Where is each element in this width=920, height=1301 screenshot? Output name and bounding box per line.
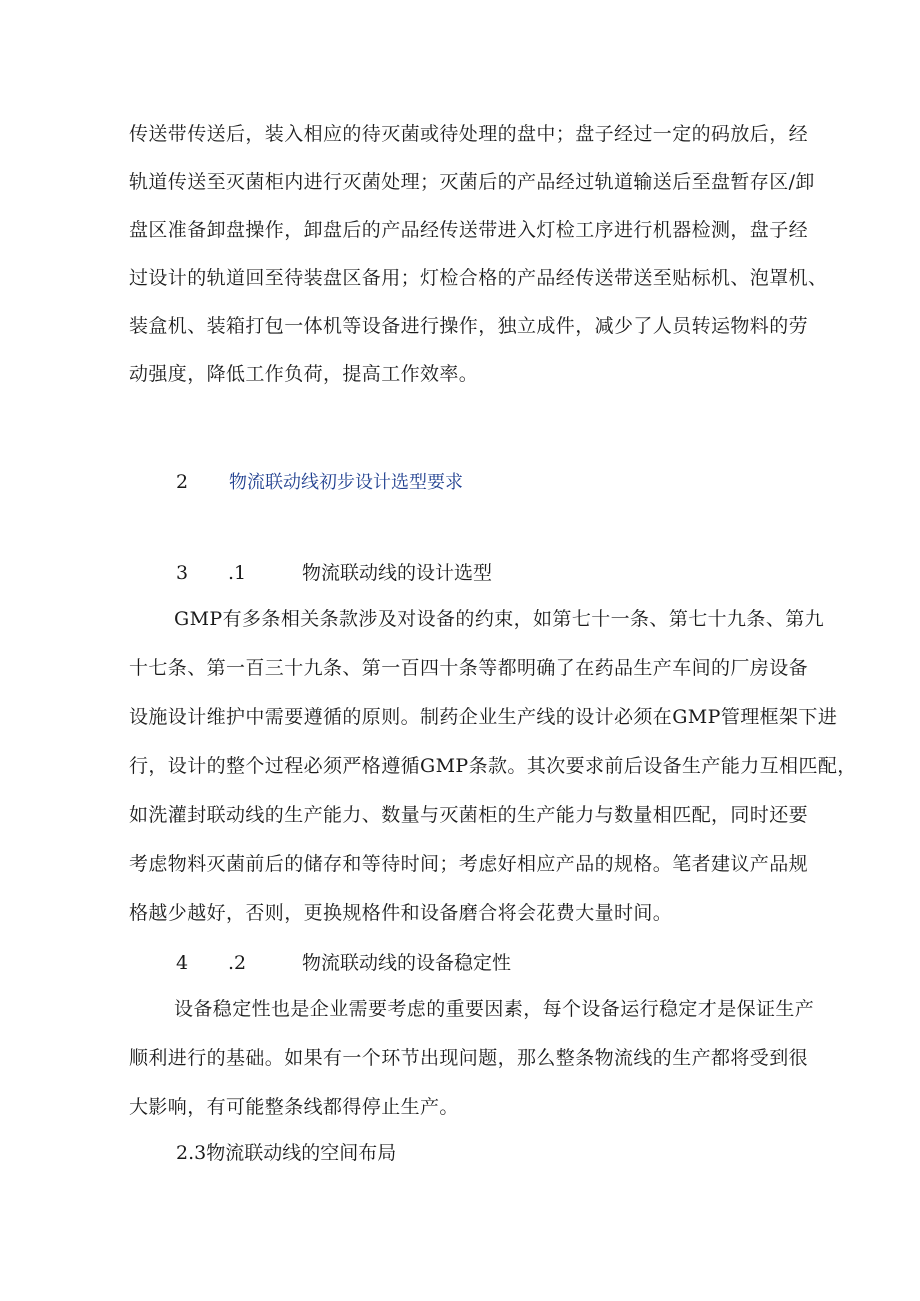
paragraph-line: 设备稳定性也是企业需要考虑的重要因素，每个设备运行稳定才是保证生产 [174, 998, 815, 1020]
paragraph-line: 轨道传送至灭菌柜内进行灭菌处理；灭菌后的产品经过轨道输送后至盘暂存区/卸 [129, 171, 815, 193]
paragraph-line: 十七条、第一百三十九条、第一百四十条等都明确了在药品生产车间的厂房设备 [129, 657, 809, 679]
paragraph-line: 传送带传送后，装入相应的待灭菌或待处理的盘中；盘子经过一定的码放后，经 [129, 123, 809, 145]
paragraph-line: GMP有多条相关条款涉及对设备的约束，如第七十一条、第七十九条、第九 [174, 608, 825, 630]
paragraph-line: 如洗灌封联动线的生产能力、数量与灭菌柜的生产能力与数量相匹配，同时还要 [129, 804, 809, 826]
paragraph-line: 盘区准备卸盘操作，卸盘后的产品经传送带进入灯检工序进行机器检测，盘子经 [129, 219, 809, 241]
paragraph-line: 行，设计的整个过程必须严格遵循GMP条款。其次要求前后设备生产能力互相匹配， [129, 755, 857, 777]
section-subnumber: .2 [228, 952, 247, 974]
paragraph-line: 过设计的轨道回至待装盘区备用；灯检合格的产品经传送带送至贴标机、泡罩机、 [129, 267, 828, 289]
paragraph-line: 设施设计维护中需要遵循的原则。制药企业生产线的设计必须在GMP管理框架下进 [129, 706, 838, 728]
section-title: 物流联动线的设备稳定性 [302, 952, 512, 974]
paragraph-line: 考虑物料灭菌前后的储存和等待时间；考虑好相应产品的规格。笔者建议产品规 [129, 853, 809, 875]
paragraph-line: 格越少越好，否则，更换规格件和设备磨合将会花费大量时间。 [129, 902, 673, 924]
paragraph-line: 装盒机、装箱打包一体机等设备进行操作，独立成件，减少了人员转运物料的劳 [129, 315, 809, 337]
section-number: 3 [176, 562, 189, 584]
section-title: 2.3物流联动线的空间布局 [176, 1142, 397, 1164]
section-title: 物流联动线的设计选型 [302, 562, 493, 584]
section-number: 2 [176, 471, 189, 493]
paragraph-line: 大影响，有可能整条线都得停止生产。 [129, 1096, 459, 1118]
section-subnumber: .1 [228, 562, 247, 584]
paragraph-line: 动强度，降低工作负荷，提高工作效率。 [129, 363, 479, 385]
paragraph-line: 顺利进行的基础。如果有一个环节出现问题，那么整条物流线的生产都将受到很 [129, 1047, 809, 1069]
section-number: 4 [176, 952, 189, 974]
section-title: 物流联动线初步设计选型要求 [229, 472, 463, 493]
